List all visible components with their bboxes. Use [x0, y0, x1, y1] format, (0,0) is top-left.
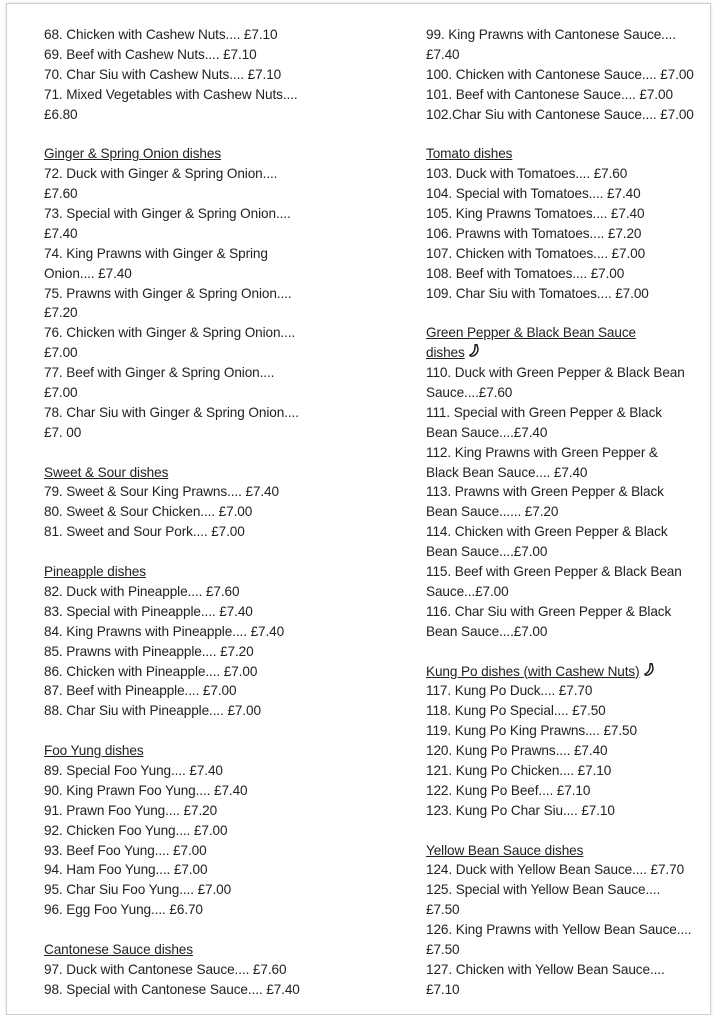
section-heading: Sweet & Sour dishes: [44, 464, 169, 480]
menu-item: [426, 85, 716, 105]
menu-item-text: Onion.... £7.40: [44, 265, 132, 281]
menu-item: [44, 960, 404, 980]
menu-item-text: 119. Kung Po King Prawns.... £7.50: [426, 723, 637, 739]
menu-item: [426, 65, 716, 85]
menu-item-text: 100. Chicken with Cantonese Sauce.... £7.00: [426, 66, 694, 82]
menu-item-text: Black Bean Sauce.... £7.40: [426, 464, 588, 480]
menu-item-text: 122. Kung Po Beef.... £7.10: [426, 782, 591, 798]
menu-item-text: £7.00: [44, 345, 78, 361]
menu-item-text: 114. Chicken with Green Pepper & Black: [426, 524, 668, 540]
menu-item-text: 125. Special with Yellow Bean Sauce....: [426, 882, 661, 898]
menu-item-text: Bean Sauce....£7.00: [426, 623, 548, 639]
menu-item: [44, 662, 404, 682]
menu-item: [44, 980, 404, 1000]
menu-item: [44, 502, 404, 522]
menu-item-text: 85. Prawns with Pineapple.... £7.20: [44, 643, 254, 659]
menu-item-text: 105. King Prawns Tomatoes.... £7.40: [426, 206, 645, 222]
menu-item-text: 86. Chicken with Pineapple.... £7.00: [44, 663, 258, 679]
menu-item-text: 90. King Prawn Foo Yung.... £7.40: [44, 782, 248, 798]
menu-item: [44, 821, 404, 841]
menu-item-text: 124. Duck with Yellow Bean Sauce.... £7.70: [426, 862, 685, 878]
menu-item: [426, 184, 716, 204]
chili-pepper-icon: [644, 662, 655, 682]
menu-item-text: 110. Duck with Green Pepper & Black Bean: [426, 365, 685, 381]
menu-item: [426, 920, 716, 960]
menu-item: [426, 25, 716, 65]
menu-item-text: Bean Sauce....£7.00: [426, 544, 548, 560]
menu-column-left: [44, 25, 404, 1000]
menu-item-text: 72. Duck with Ginger & Spring Onion....: [44, 166, 278, 182]
menu-item-text: £7.40: [426, 46, 460, 62]
menu-item: [426, 801, 716, 821]
menu-item-text: 106. Prawns with Tomatoes.... £7.20: [426, 225, 642, 241]
menu-item-text: 118. Kung Po Special.... £7.50: [426, 703, 606, 719]
menu-item: [426, 522, 716, 562]
menu-item-text: 82. Duck with Pineapple.... £7.60: [44, 583, 240, 599]
menu-item: [44, 403, 404, 443]
menu-item: [426, 264, 716, 284]
menu-item-text: 94. Ham Foo Yung.... £7.00: [44, 862, 208, 878]
menu-item: [426, 204, 716, 224]
menu-item: [44, 602, 404, 622]
menu-item: [44, 900, 404, 920]
menu-item: [44, 522, 404, 542]
menu-item: [426, 741, 716, 761]
menu-item-text: 93. Beef Foo Yung.... £7.00: [44, 842, 207, 858]
menu-section: [44, 463, 404, 543]
menu-item-text: 74. King Prawns with Ginger & Spring: [44, 245, 268, 261]
menu-item-text: £7. 00: [44, 424, 82, 440]
menu-item: [426, 284, 716, 304]
menu-item-text: 111. Special with Green Pepper & Black: [426, 404, 662, 420]
menu-item-text: 104. Special with Tomatoes.... £7.40: [426, 186, 641, 202]
section-heading: Yellow Bean Sauce dishes: [426, 842, 584, 858]
menu-item: [44, 482, 404, 502]
menu-item-text: £6.80: [44, 106, 78, 122]
menu-item: [44, 244, 404, 284]
menu-item: [426, 224, 716, 244]
menu-item-text: £7.60: [44, 186, 78, 202]
menu-item: [426, 482, 716, 522]
menu-item-text: 96. Egg Foo Yung.... £6.70: [44, 902, 203, 918]
menu-item-text: 87. Beef with Pineapple.... £7.00: [44, 683, 237, 699]
menu-section: [44, 741, 404, 920]
section-heading: Kung Po dishes (with Cashew Nuts): [426, 663, 640, 679]
menu-item: [44, 284, 404, 324]
menu-item-text: 117. Kung Po Duck.... £7.70: [426, 683, 593, 699]
menu-item: [44, 841, 404, 861]
menu-item-text: £7.50: [426, 902, 460, 918]
menu-item-text: £7.10: [426, 981, 460, 997]
menu-item-text: Bean Sauce...... £7.20: [426, 504, 559, 520]
menu-item-text: 80. Sweet & Sour Chicken.... £7.00: [44, 504, 253, 520]
menu-item-text: 75. Prawns with Ginger & Spring Onion....: [44, 285, 292, 301]
menu-item-text: 98. Special with Cantonese Sauce.... £7.40: [44, 981, 300, 997]
menu-item: [426, 781, 716, 801]
menu-item-text: 78. Char Siu with Ginger & Spring Onion....: [44, 404, 299, 420]
menu-item-text: 121. Kung Po Chicken.... £7.10: [426, 762, 612, 778]
section-heading: Tomato dishes: [426, 146, 513, 162]
menu-item: [44, 701, 404, 721]
menu-item-text: 71. Mixed Vegetables with Cashew Nuts....: [44, 86, 298, 102]
menu-item: [426, 363, 716, 403]
menu-item-text: 120. Kung Po Prawns.... £7.40: [426, 743, 608, 759]
menu-item: [44, 681, 404, 701]
menu-item: [44, 85, 404, 125]
menu-item-text: 97. Duck with Cantonese Sauce.... £7.60: [44, 961, 287, 977]
menu-item-text: 73. Special with Ginger & Spring Onion....: [44, 206, 291, 222]
menu-item-text: 103. Duck with Tomatoes.... £7.60: [426, 166, 628, 182]
menu-item-text: 81. Sweet and Sour Pork.... £7.00: [44, 524, 245, 540]
menu-section: [44, 940, 404, 1000]
section-heading: Green Pepper & Black Bean Sauce: [426, 325, 636, 341]
menu-item: [44, 45, 404, 65]
menu-item: [44, 65, 404, 85]
menu-item-text: 123. Kung Po Char Siu.... £7.10: [426, 802, 615, 818]
menu-item: [44, 323, 404, 363]
menu-section: [426, 25, 716, 124]
menu-section: [44, 562, 404, 721]
menu-item-text: 88. Char Siu with Pineapple.... £7.00: [44, 703, 261, 719]
menu-item-text: 69. Beef with Cashew Nuts.... £7.10: [44, 46, 257, 62]
menu-item: [426, 105, 716, 125]
menu-item-text: 95. Char Siu Foo Yung.... £7.00: [44, 882, 232, 898]
menu-item: [44, 880, 404, 900]
menu-item: [426, 443, 716, 483]
menu-item-text: 109. Char Siu with Tomatoes.... £7.00: [426, 285, 649, 301]
menu-item-text: 107. Chicken with Tomatoes.... £7.00: [426, 245, 646, 261]
section-heading: Ginger & Spring Onion dishes: [44, 146, 222, 162]
menu-item: [44, 25, 404, 45]
menu-item-text: 83. Special with Pineapple.... £7.40: [44, 603, 253, 619]
menu-item: [44, 761, 404, 781]
menu-item: [426, 403, 716, 443]
menu-item-text: 70. Char Siu with Cashew Nuts.... £7.10: [44, 66, 282, 82]
menu-item: [44, 781, 404, 801]
menu-section: [44, 144, 404, 442]
menu-item: [44, 204, 404, 244]
menu-item: [426, 721, 716, 741]
section-heading: Pineapple dishes: [44, 564, 146, 580]
menu-item-text: 108. Beef with Tomatoes.... £7.00: [426, 265, 625, 281]
menu-item-text: 92. Chicken Foo Yung.... £7.00: [44, 822, 228, 838]
section-heading: Foo Yung dishes: [44, 743, 144, 759]
menu-item-text: 79. Sweet & Sour King Prawns.... £7.40: [44, 484, 279, 500]
menu-section: [426, 841, 716, 1000]
menu-item-text: 102.Char Siu with Cantonese Sauce.... £7.00: [426, 106, 694, 122]
menu-item-text: 115. Beef with Green Pepper & Black Bean: [426, 564, 682, 580]
menu-item-text: Bean Sauce....£7.40: [426, 424, 548, 440]
menu-item-text: 116. Char Siu with Green Pepper & Black: [426, 603, 672, 619]
menu-item: [44, 582, 404, 602]
menu-item: [426, 244, 716, 264]
menu-item: [44, 801, 404, 821]
menu-item: [426, 860, 716, 880]
section-heading: Cantonese Sauce dishes: [44, 941, 193, 957]
menu-item: [44, 363, 404, 403]
menu-item: [426, 701, 716, 721]
menu-item-text: 84. King Prawns with Pineapple.... £7.40: [44, 623, 285, 639]
menu-item-text: Sauce....£7.60: [426, 385, 513, 401]
menu-item-text: 99. King Prawns with Cantonese Sauce....: [426, 27, 676, 42]
menu-item-text: 89. Special Foo Yung.... £7.40: [44, 762, 223, 778]
menu-item: [44, 642, 404, 662]
menu-item-text: 91. Prawn Foo Yung.... £7.20: [44, 802, 218, 818]
section-heading: dishes: [426, 345, 465, 361]
menu-item-text: £7.00: [44, 385, 78, 401]
menu-item: [426, 164, 716, 184]
chili-pepper-icon: [469, 343, 480, 363]
menu-item-text: 126. King Prawns with Yellow Bean Sauce....: [426, 922, 692, 938]
menu-page: [6, 3, 711, 1015]
menu-item-text: £7.40: [44, 225, 78, 241]
menu-item-text: 112. King Prawns with Green Pepper &: [426, 444, 658, 460]
menu-section: [426, 144, 716, 303]
menu-item-text: 77. Beef with Ginger & Spring Onion....: [44, 365, 275, 381]
menu-item: [44, 164, 404, 204]
menu-item-text: £7.20: [44, 305, 78, 321]
menu-section: [426, 323, 716, 641]
menu-item: [426, 681, 716, 701]
menu-item-text: Sauce...£7.00: [426, 583, 509, 599]
menu-item-text: 127. Chicken with Yellow Bean Sauce....: [426, 961, 665, 977]
menu-item: [426, 880, 716, 920]
menu-item-text: 76. Chicken with Ginger & Spring Onion....: [44, 325, 296, 341]
menu-item-text: 68. Chicken with Cashew Nuts.... £7.10: [44, 27, 278, 42]
menu-item: [426, 960, 716, 1000]
menu-item: [426, 602, 716, 642]
menu-item: [426, 562, 716, 602]
menu-column-right: [426, 25, 716, 1000]
menu-item: [44, 622, 404, 642]
menu-section: [44, 25, 404, 124]
menu-item-text: 113. Prawns with Green Pepper & Black: [426, 484, 664, 500]
menu-item-text: £7.50: [426, 941, 460, 957]
menu-item: [426, 761, 716, 781]
menu-item-text: 101. Beef with Cantonese Sauce.... £7.00: [426, 86, 673, 102]
menu-section: [426, 662, 716, 821]
menu-item: [44, 860, 404, 880]
